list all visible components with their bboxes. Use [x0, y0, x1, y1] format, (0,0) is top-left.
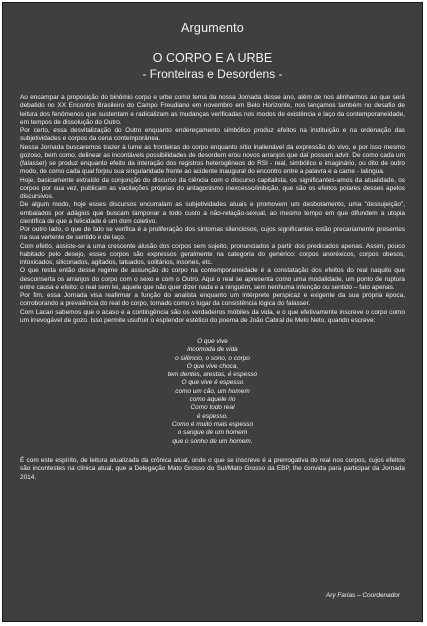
poem-line: Como todo real [190, 404, 235, 412]
signature: Ary Farias – Coordenador [325, 592, 400, 599]
poem-line: O que vive [197, 338, 228, 345]
poem-line: O que vive é espesso [181, 379, 244, 387]
poem-line: Como é muito mais espesso [171, 420, 254, 428]
paragraph: O que resta então desse regime de assunção do corpo na contemporaneidade é a constatação dos efeitos do real naquilo que desconserta os arranjos do corpo com o sexo e com o Outro. Aqui o real se apresenta como uma modalidade, um ponto de ruptura entre causa e efeito: o real sem lei, aquele que não quer dizer nada e a ninguém, sem nenhuma intenção ou sentido – fato apenas. [20, 267, 405, 291]
document-title: O CORPO E A URBE [152, 51, 273, 65]
poem-line: que o sonho de um homem. [172, 437, 253, 445]
closing-paragraph: É com este espírito, de leitura atualizada da crônica atual, onde o que se inscreve é a prerrogativa do real nos corpos, cujos efeitos são incontestes na clínica atual, que a Delegação Mato Grosso do Sul/Mato Grosso da EBP, lhe convida para participar da Jornada 2014. [20, 456, 405, 481]
poem-line: O que vive choca, [186, 362, 239, 370]
poem [3, 338, 422, 446]
poem-line: o silêncio, o sono, o corpo [175, 354, 250, 362]
poem-line: é espesso. [196, 412, 229, 420]
paragraph: Por outro lado, o que de fato se verifica é a proliferação dos sintomas silenciosos, cujos significantes estão precariamente presentes na sua vertente de sentido e de laço. [20, 226, 405, 242]
paragraph: Por certo, essa desvitalização do Outro enquanto endereçamento simbólico produz efeitos na instituição e na ordenação das subjetividades e corpos da cena contemporânea. [20, 127, 405, 143]
poem-line: tem dentes, arestas, é espesso [167, 371, 258, 379]
paragraph: Nessa Jornada buscaremos trazer à lume as fronteiras do corpo enquanto sítio inalienável da expressão do vivo, e por isso mesmo gozoso, bem como, delinear as incontáveis possibilidades de desordem e/ou novos arranjos que daí possam advir. De como cada um (falasser) se produz enquanto efeito da interação dos registros heterogêneos do RSI - real, simbólico e imaginário, ou dito de outro modo, de como cada qual forjou sua singularidade frente ao acidente inaugural do encontro entre a palavra e a carne - lalingua. [20, 143, 405, 176]
document-page [2, 2, 423, 622]
poem-line: o sangue de um homem [177, 429, 248, 437]
paragraph: Com Lacan sabemos que o acaso e a contingência são os verdadeiros móbiles da vida, e o que efetivamente inscreve o corpo como um irrevogável de gozo. Isso permite usufruir o esplendor estético do poema de João Cabral de Melo Neto, quando escreve: [20, 308, 405, 324]
body-text [20, 94, 405, 325]
paragraph: Ao encampar a proposição do binômio corpo e urbe como tema da nossa Jornada desse ano, além de nos alinharmos ao que será debatido no XX Encontro Brasileiro do Campo Freudiano em novembro em Belo Horizonte, nos lançamos também no desafio de leitura dos fenômenos que sustentam e radicalizam as mudanças verificadas nos modos de existência e laço da contemporaneidade, em tempos de dissolução do Outro. [20, 94, 405, 126]
paragraph: Hoje, basicamente extraído da conjunção do discurso da ciência com o discurso capitalista, os significantes-amos da atualidade, os corpos por sua vez, publicam as vacilações próprias do antagonismo inexcesso/inibição, que são os efeitos polares desses apelos discursivos. [20, 176, 405, 200]
poem-line: como um cão, um homem [175, 387, 250, 395]
paragraph: Com efeito, assiste-se a uma crescente alusão dos corpos sem sujeito, pronunciados a partir dos predicados apenas. Assim, pouco habitado pelo desejo, esses corpos são expressos geralmente na categoria do genérico: corpos anoréxicos, corpos obesos, intoxicados, siliconados, agitados, tatuados, solitários, insones, etc. [20, 242, 405, 266]
paragraph: De algum modo, hoje esses discursos encurralam as subjetividades atuais e promovem um desbotamento, uma "dessujeição", embalados por adágios que buscam tamponar a todo custo a não-relação-sexual, ao mesmo tempo em que difundem a utopia científica de que a felicidade é um dom coletivo. [20, 201, 405, 225]
paragraph: Por fim, essa Jornada visa reafirmar a função do analista enquanto um intérprete perspicaz e exigente da sua própria época, corroborando a prevalência do real do corpo, tomado como o lugar da consistência lógica do falasser. [20, 292, 405, 308]
document-subtitle: - Fronteiras e Desordens - [142, 67, 283, 81]
section-label: Argumento [181, 21, 244, 35]
poem-line: como aquele rio [189, 396, 236, 404]
poem-line: incomoda de vida [187, 346, 238, 354]
